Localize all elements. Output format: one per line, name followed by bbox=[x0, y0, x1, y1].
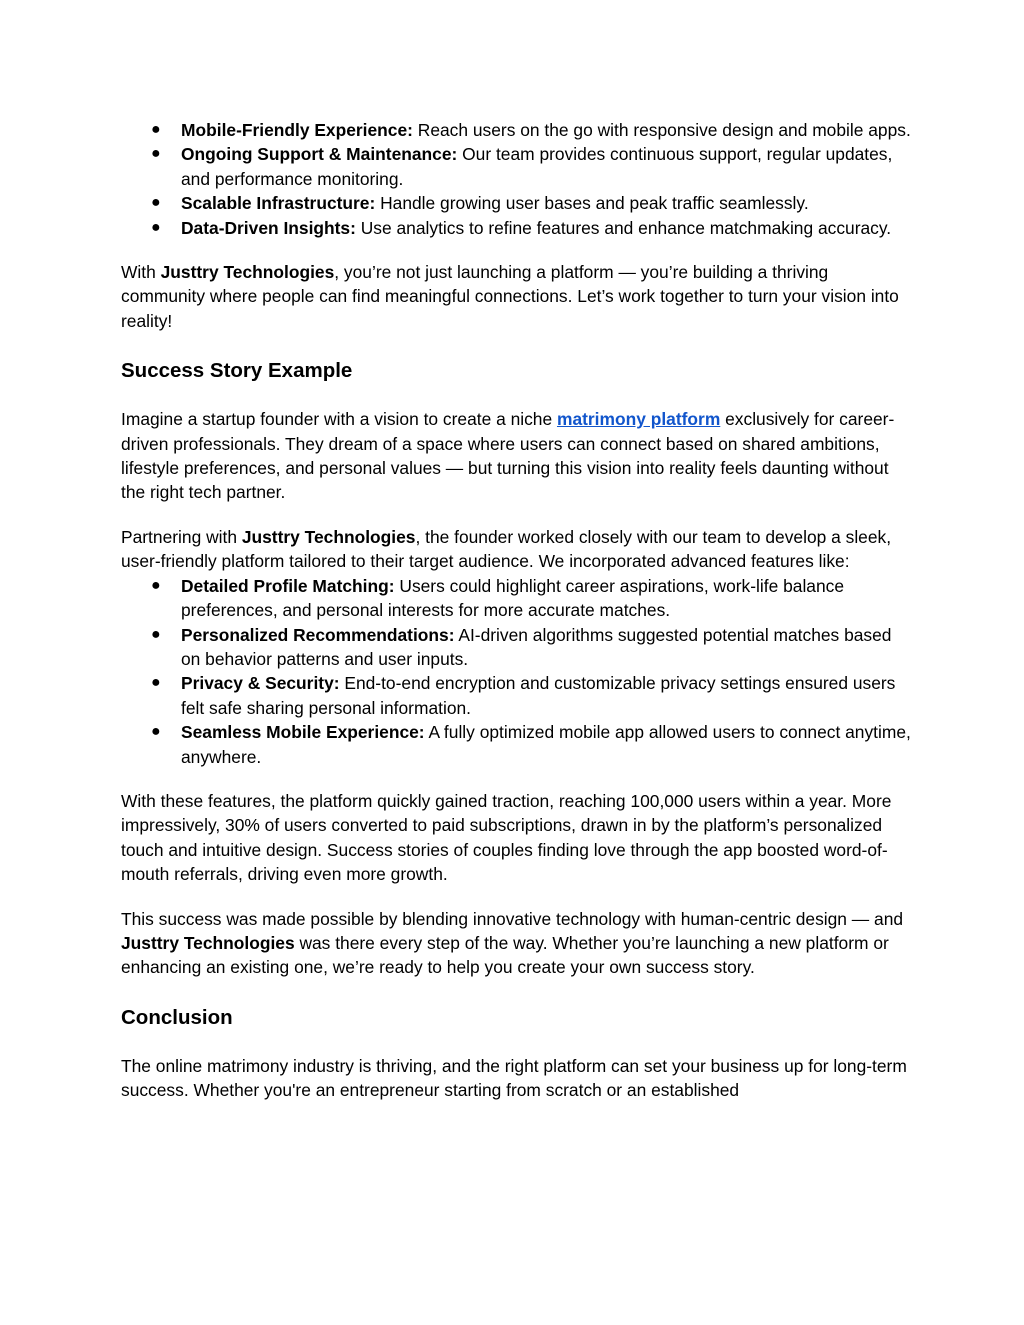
list-item-term: Seamless Mobile Experience: bbox=[181, 722, 425, 743]
list-item bbox=[121, 142, 911, 191]
list-item-text: AI-driven algorithms suggested potential matches based on behavior patterns and user inputs. bbox=[181, 624, 892, 669]
features-list bbox=[121, 574, 911, 769]
list-item-text: Users could highlight career aspirations, work-life balance preferences, and personal interests for more accurate matches. bbox=[181, 575, 845, 621]
bullet-icon: ● bbox=[151, 145, 161, 163]
bullet-icon: ● bbox=[151, 723, 161, 741]
list-item-text: Handle growing user bases and peak traffic seamlessly. bbox=[375, 193, 809, 214]
list-item-term: Detailed Profile Matching: bbox=[181, 575, 395, 596]
top-feature-list bbox=[121, 118, 911, 240]
success-text-post: exclusively for career-driven professionals. They dream of a space where users can connect based on shared ambitions, lifestyle preferences, and personal values — but turning this vision into reality feels daunting without the right tech partner. bbox=[121, 409, 895, 503]
company-name: Justtry Technologies bbox=[160, 262, 335, 283]
intro-text-pre: With bbox=[121, 262, 161, 283]
intro-text-post: , you’re not just launching a platform — you’re building a thriving community where people can find meaningful connections. Let’s work together to turn your vision into reality! bbox=[121, 262, 899, 331]
list-item-text: Reach users on the go with responsive design and mobile apps. bbox=[412, 120, 911, 140]
company-name: Justtry Technologies bbox=[241, 526, 416, 547]
closing-text-pre: This success was made possible by blending innovative technology with human-centric design — and bbox=[121, 908, 904, 929]
closing-paragraph bbox=[121, 907, 911, 980]
bullet-icon: ● bbox=[151, 576, 161, 594]
list-item-term: Mobile-Friendly Experience: bbox=[181, 120, 413, 140]
list-item-term: Privacy & Security: bbox=[181, 673, 340, 694]
list-item bbox=[121, 671, 911, 720]
list-item-term: Ongoing Support & Maintenance: bbox=[181, 144, 458, 165]
bullet-icon: ● bbox=[151, 121, 161, 138]
success-paragraph-2 bbox=[121, 525, 911, 574]
closing-text-post: was there every step of the way. Whether you’re launching a new platform or enhancing an existing one, we’re ready to help you create your own success story. bbox=[121, 932, 889, 978]
list-item-text: Use analytics to refine features and enhance matchmaking accuracy. bbox=[355, 217, 892, 238]
success-text-pre: Imagine a startup founder with a vision to create a niche bbox=[121, 409, 557, 430]
success-story-heading: Success Story Example bbox=[121, 359, 353, 383]
list-item bbox=[121, 720, 911, 769]
list-item bbox=[121, 623, 911, 672]
conclusion-heading: Conclusion bbox=[121, 1005, 233, 1029]
list-item-term: Scalable Infrastructure: bbox=[181, 193, 376, 214]
list-item bbox=[121, 191, 911, 215]
bullet-icon: ● bbox=[151, 194, 161, 212]
company-name: Justtry Technologies bbox=[121, 932, 295, 953]
list-item-text: Our team provides continuous support, regular updates, and performance monitoring. bbox=[181, 144, 893, 189]
conclusion-paragraph: The online matrimony industry is thriving, and the right platform can set your business up for long-term success. Whether you're an entrepreneur starting from scratch or an established bbox=[121, 1055, 907, 1101]
bullet-icon: ● bbox=[151, 625, 161, 643]
list-item-term: Data-Driven Insights: bbox=[181, 217, 356, 238]
success-paragraph-1 bbox=[121, 407, 911, 505]
intro-paragraph bbox=[121, 260, 911, 333]
list-item-text: End-to-end encryption and customizable privacy settings ensured users felt safe sharing personal information. bbox=[181, 673, 896, 718]
list-item bbox=[121, 216, 911, 240]
list-item bbox=[121, 118, 911, 142]
partner-text-post: , the founder worked closely with our team to develop a sleek, user-friendly platform tailored to their target audience. We incorporated advanced features like: bbox=[121, 526, 892, 572]
list-item-term: Personalized Recommendations: bbox=[181, 624, 455, 645]
matrimony-platform-link[interactable]: matrimony platform bbox=[556, 409, 721, 430]
bullet-icon: ● bbox=[151, 218, 161, 236]
partner-text-pre: Partnering with bbox=[121, 526, 242, 547]
list-item bbox=[121, 574, 911, 623]
results-paragraph: With these features, the platform quickly gained traction, reaching 100,000 users within a year. More impressively, 30% of users converted to paid subscriptions, drawn in by the platform’s personalized touch and intuitive design. Success stories of couples finding love through the app boosted word-of-mouth referrals, driving even more growth. bbox=[121, 790, 892, 885]
bullet-icon: ● bbox=[151, 674, 161, 692]
list-item-text: A fully optimized mobile app allowed users to connect anytime, anywhere. bbox=[181, 722, 911, 767]
document-page bbox=[121, 118, 911, 1103]
